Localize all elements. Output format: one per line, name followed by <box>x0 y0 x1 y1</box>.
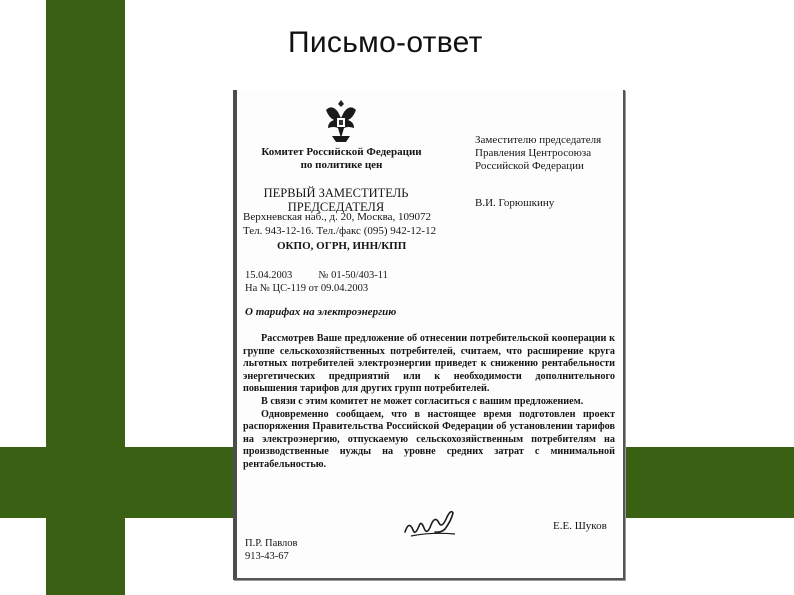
sender-position-line: ПЕРВЫЙ ЗАМЕСТИТЕЛЬ <box>263 186 409 200</box>
handwritten-signature <box>401 510 463 544</box>
scanned-letter <box>233 90 625 580</box>
reply-to-reference: На № ЦС-119 от 09.04.2003 <box>245 283 369 294</box>
body-paragraph: В связи с этим комитет не может согласиться с вашим предложением. <box>261 395 584 407</box>
letter-body <box>243 333 615 472</box>
recipient-title-line: Правления Центросоюза <box>475 147 592 159</box>
recipient-title-line: Российской Федерации <box>475 160 584 172</box>
recipient-name: В.И. Горюшкину <box>475 197 555 209</box>
letter-subject: О тарифах на электроэнергию <box>245 306 397 318</box>
slide-title: Письмо-ответ <box>288 26 483 59</box>
coat-of-arms-icon <box>318 96 364 146</box>
registration-codes: ОКПО, ОГРН, ИНН/КПП <box>277 240 407 252</box>
executor-info <box>245 537 298 563</box>
sender-org-line: Комитет Российской Федерации <box>261 146 422 158</box>
recipient-title-line: Заместителю председателя <box>475 134 602 146</box>
signer-name: Е.Е. Шуков <box>553 520 607 532</box>
scan-edge-shadow <box>233 90 237 578</box>
executor-phone: 913-43-67 <box>245 551 289 562</box>
sender-address <box>243 211 436 238</box>
body-paragraph: Одновременно сообщаем, что в настоящее время подготовлен проект распоряжения Правительства Российской Федерации об установлении тарифов на электроэнергию, отпускаемую сельскохозяйственным потребителям на производственные нужды на уровне средних затрат с минимальной рентабельностью. <box>243 408 615 470</box>
body-paragraph: Рассмотрев Ваше предложение об отнесении потребительской кооперации к группе сельскохозяйственных потребителей, считаем, что расширение круга льготных потребителей электроэнергии приведет к снижению рентабельности энергетических предприятий или к необходимости дополнительного повышения тарифов для других групп потребителей. <box>243 333 615 395</box>
sender-position-line: ПРЕДСЕДАТЕЛЯ <box>287 200 385 214</box>
sender-org-line: по политике цен <box>300 159 383 171</box>
address-line: Верхневская наб., д. 20, Москва, 109072 <box>243 211 432 223</box>
sender-position <box>261 186 411 214</box>
phone-line: Тел. 943-12-16. Тел./факс (095) 942-12-12 <box>243 224 437 237</box>
letter-references <box>245 269 388 295</box>
date-and-number: 15.04.2003 № 01-50/403-11 <box>245 270 388 281</box>
executor-name: П.Р. Павлов <box>245 538 298 549</box>
sender-organization <box>249 146 434 172</box>
recipient-title <box>475 134 601 173</box>
